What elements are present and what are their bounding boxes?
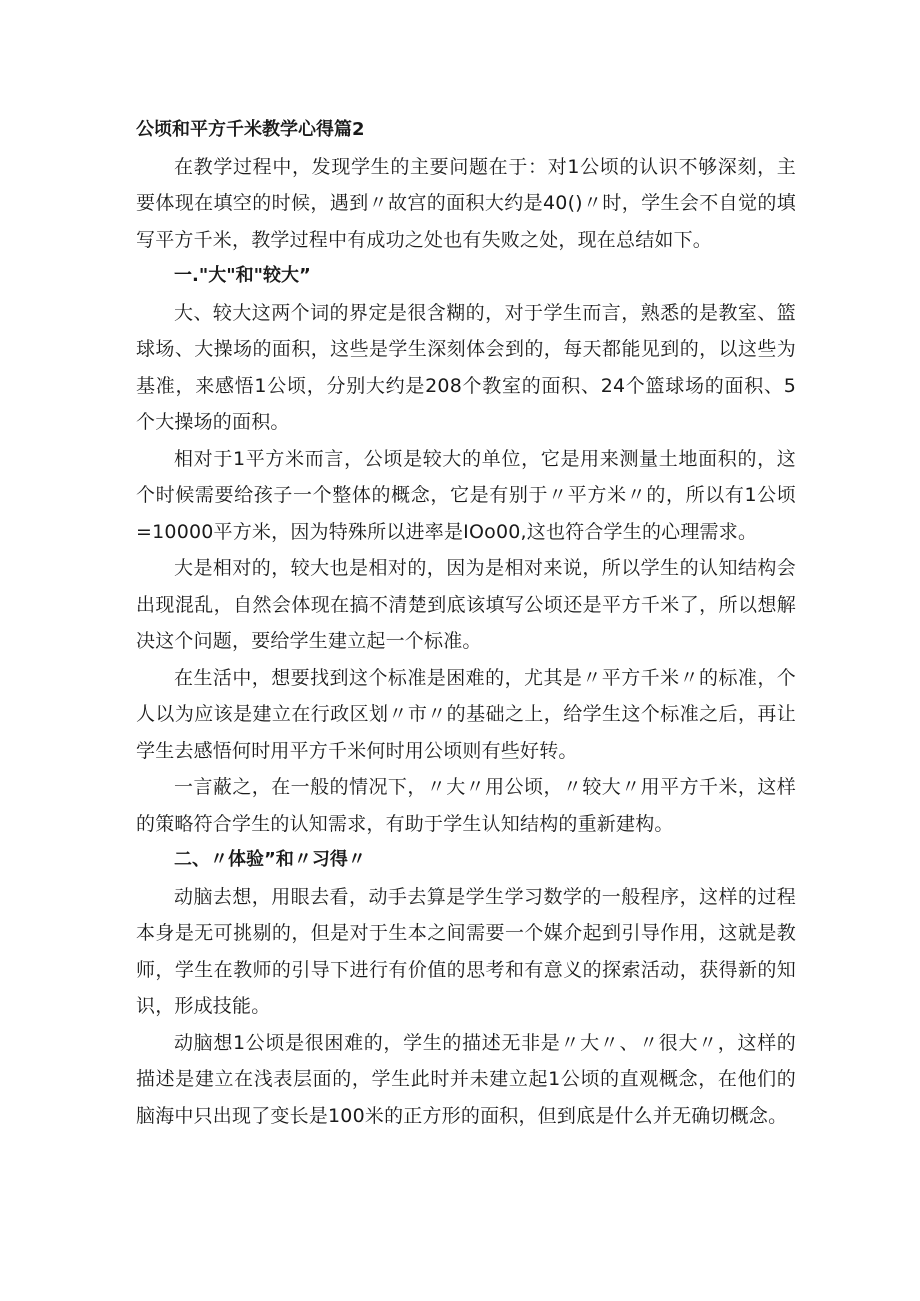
paragraph-summary: 一言蔽之，在一般的情况下，〃大〃用公顷，〃较大〃用平方千米，这样的策略符合学生的认知需求，有助于学生认知结构的重新建构。 bbox=[136, 776, 796, 835]
paragraph-relative-size: 大是相对的，较大也是相对的，因为是相对来说，所以学生的认知结构会出现混乱，自然会体现在搞不清楚到底该填写公顷还是平方千米了，所以想解决这个问题，要给学生建立起一个标准。 bbox=[136, 557, 796, 652]
paragraph-standard: 在生活中，想要找到这个标准是困难的，尤其是〃平方千米〃的标准，个人以为应该是建立在行政区划〃市〃的基础之上，给学生这个标准之后，再让学生去感悟何时用平方千米何时用公顷则有些好转。 bbox=[136, 666, 796, 762]
paragraph-intro: 在教学过程中，发现学生的主要问题在于：对1公顷的认识不够深刻，主要体现在填空的时候，遇到〃故宫的面积大约是40()〃时，学生会不自觉的填写平方千米，教学过程中有成功之处也有失败之处，现在总结如下。 bbox=[136, 155, 796, 251]
document-title: 公顷和平方千米教学心得篇2 bbox=[136, 119, 365, 140]
section-heading-1: 一."大"和"较大” bbox=[174, 265, 311, 286]
paragraph-hectare-concept: 动脑想1公顷是很困难的，学生的描述无非是〃大〃、〃很大〃，这样的描述是建立在浅表层面的，学生此时并未建立起1公顷的直观概念，在他们的脑海中只出现了变长是100米的正方形的面积，但到底是什么并无确切概念。 bbox=[136, 1031, 796, 1127]
paragraph-learning-process: 动脑去想，用眼去看，动手去算是学生学习数学的一般程序，这样的过程本身是无可挑剔的，但是对于生本之间需要一个媒介起到引导作用，这就是教师，学生在教师的引导下进行有价值的思考和有意义的探索活动，获得新的知识，形成技能。 bbox=[136, 885, 796, 1017]
document-body bbox=[136, 112, 796, 1134]
section-heading-2: 二、〃体验”和〃习得〃 bbox=[174, 849, 366, 870]
paragraph-familiar-areas: 大、较大这两个词的界定是很含糊的，对于学生而言，熟悉的是教室、篮球场、大操场的面积，这些是学生深刻体会到的，每天都能见到的，以这些为基准，来感悟1公顷，分别大约是208个教室的面积、24个篮球场的面积、5个大操场的面积。 bbox=[136, 301, 796, 433]
paragraph-hectare-unit: 相对于1平方米而言，公顷是较大的单位，它是用来测量土地面积的，这个时候需要给孩子一个整体的概念，它是有别于〃平方米〃的，所以有1公顷=10000平方米，因为特殊所以进率是IOo00,这也符合学生的心理需求。 bbox=[136, 447, 796, 543]
